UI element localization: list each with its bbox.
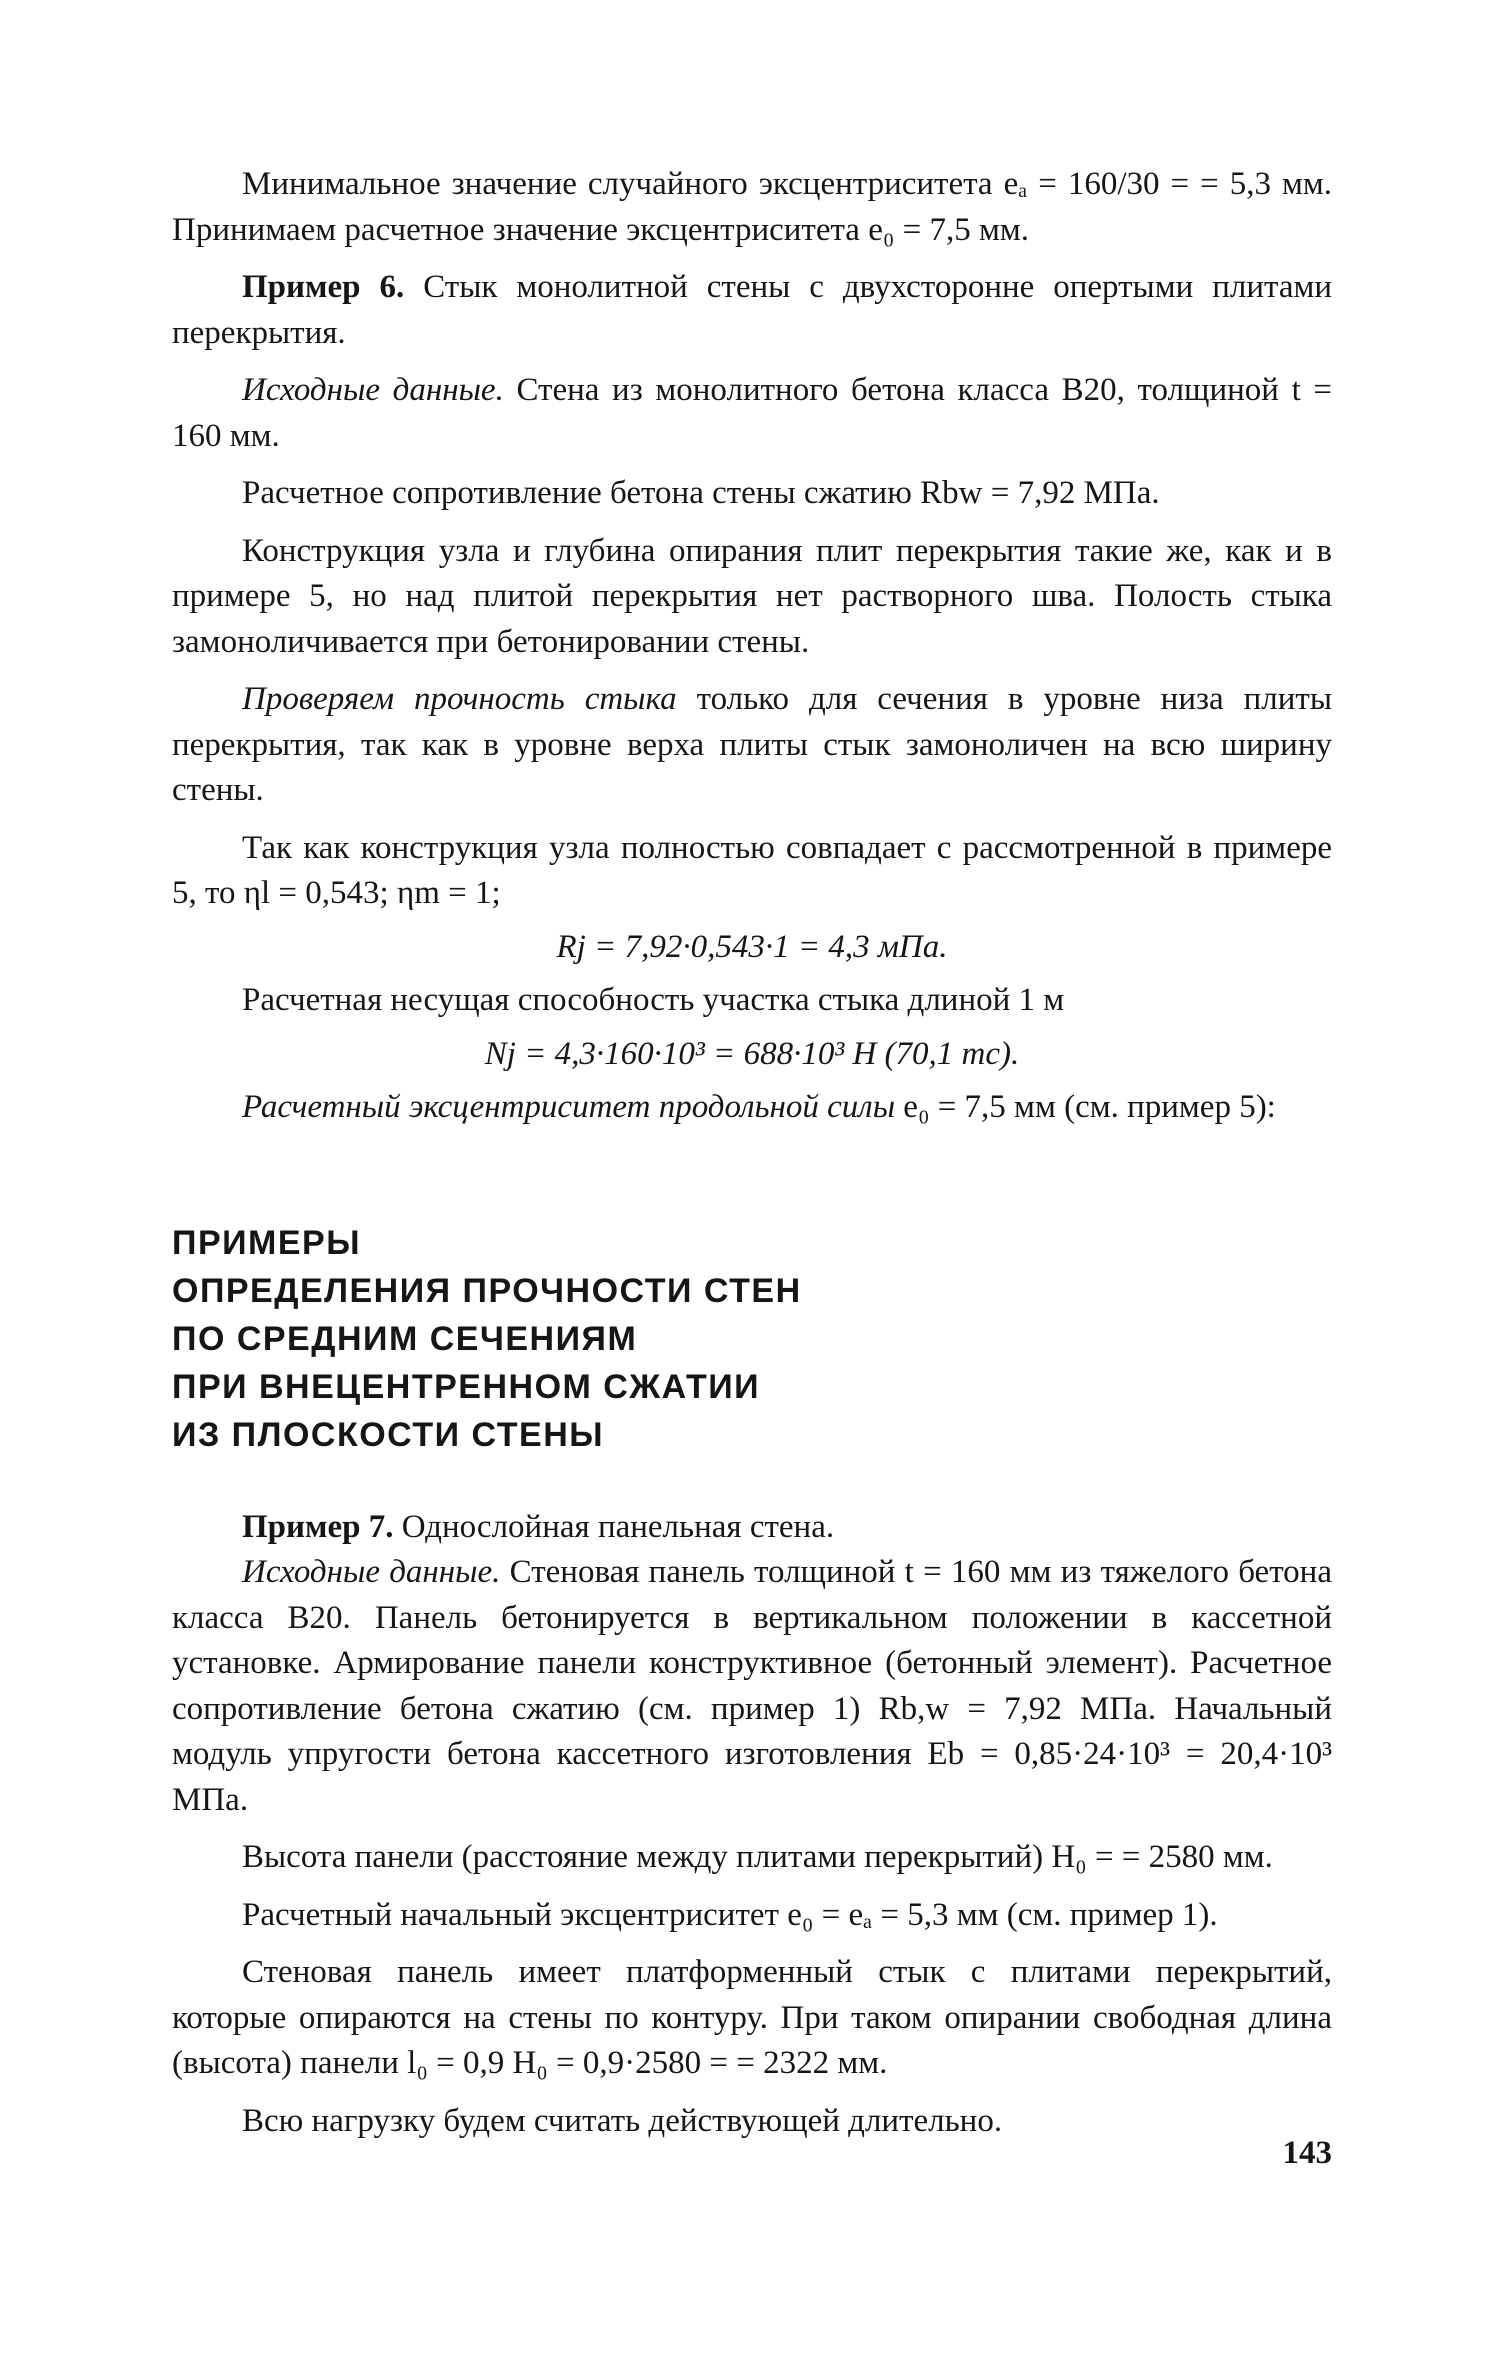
paragraph-long-term-load: Всю нагрузку будем считать действующей длительно. — [242, 2102, 1003, 2139]
paragraph-initial-eccentricity: Расчетный начальный эксцентриситет e₀ = eₐ = 5,3 мм (см. пример 1). — [242, 1896, 1218, 1933]
example-6-label: Пример 6. — [242, 269, 405, 305]
initial-data-7-text: Стеновая панель толщиной t = 160 мм из тяжелого бетона класса В20. Панель бетонируется в вертикальном положении в кассетной установке. Армирование панели конструктивное (бетонный элемент). Расчетное сопротивление бетона сжатию (см. пример 1) Rb,w = 7,92 МПа. Начальный модуль упругости бетона кассетного изготовления Eb = 0,85·24·10³ = 20,4·10³ МПа. — [172, 1554, 1332, 1818]
paragraph-min-eccentricity: Минимальное значение случайного эксцентриситета eₐ = 160/30 = = 5,3 мм. Принимаем расчетное значение эксцентриситета e₀ = 7,5 мм. — [172, 166, 1332, 248]
heading-line-4: ПРИ ВНЕЦЕНТРЕННОМ СЖАТИИ — [172, 1367, 761, 1406]
heading-line-3: ПО СРЕДНИМ СЕЧЕНИЯМ — [172, 1319, 638, 1358]
paragraph-design-resistance: Расчетное сопротивление бетона стены сжатию Rbw = 7,92 МПа. — [242, 475, 1160, 511]
section-heading — [172, 1219, 1332, 1459]
initial-data-label: Исходные данные. — [242, 372, 504, 408]
check-joint-label: Проверяем прочность стыка — [242, 681, 677, 717]
paragraph-initial-data-7 — [172, 1550, 1332, 1823]
check-joint-text: только для сечения в уровне низа плиты перекрытия, так как в уровне верха плиты стык замоноличен на всю ширину стены. — [172, 681, 1332, 808]
initial-data-text: Стена из монолитного бетона класса В20, толщиной t = 160 мм. — [172, 372, 1332, 454]
paragraph-bearing-capacity: Расчетная несущая способность участка стыка длиной 1 м — [242, 982, 1065, 1018]
initial-data-7-label: Исходные данные. — [242, 1554, 501, 1590]
example-6-text: Стык монолитной стены с двухсторонне опертыми плитами перекрытия. — [172, 269, 1333, 351]
design-eccentricity-label: Расчетный эксцентриситет продольной силы — [242, 1089, 896, 1125]
paragraph-platform-joint: Стеновая панель имеет платформенный стык с плитами перекрытий, которые опираются на стены по контуру. При таком опирании свободная длина (высота) панели l₀ = 0,9 H₀ = 0,9·2580 = = 2322 мм. — [172, 1954, 1332, 2081]
paragraph-example-6 — [172, 265, 1332, 356]
heading-line-1: ПРИМЕРЫ — [172, 1223, 362, 1262]
paragraph-node-coincides: Так как конструкция узла полностью совпадает с рассмотренной в примере 5, то ηl = 0,543; ηm = 1; — [172, 829, 1332, 911]
formula-nj: Nj = 4,3·160·10³ = 688·10³ Н (70,1 тс). — [484, 1035, 1020, 1072]
design-eccentricity-text: e₀ = 7,5 мм (см. пример 5): — [895, 1089, 1276, 1125]
paragraph-initial-data-6 — [172, 368, 1332, 459]
paragraph-design-eccentricity — [172, 1085, 1332, 1131]
example-7-label: Пример 7. — [242, 1508, 394, 1545]
paragraph-check-joint — [172, 677, 1332, 814]
paragraph-node-construction: Конструкция узла и глубина опирания плит перекрытия такие же, как и в примере 5, но над плитой перекрытия нет растворного шва. Полость стыка замоноличивается при бетонировании стены. — [172, 532, 1332, 660]
heading-line-2: ОПРЕДЕЛЕНИЯ ПРОЧНОСТИ СТЕН — [172, 1271, 802, 1310]
heading-line-5: ИЗ ПЛОСКОСТИ СТЕНЫ — [172, 1415, 605, 1454]
page-number: 143 — [1282, 2135, 1332, 2171]
page-content — [172, 162, 1332, 2144]
formula-rj: Rj = 7,92·0,543·1 = 4,3 мПа. — [556, 928, 948, 965]
paragraph-panel-height: Высота панели (расстояние между плитами перекрытий) H₀ = = 2580 мм. — [242, 1839, 1273, 1875]
example-7-text: Однослойная панельная стена. — [393, 1508, 835, 1545]
paragraph-example-7 — [172, 1505, 1332, 1551]
